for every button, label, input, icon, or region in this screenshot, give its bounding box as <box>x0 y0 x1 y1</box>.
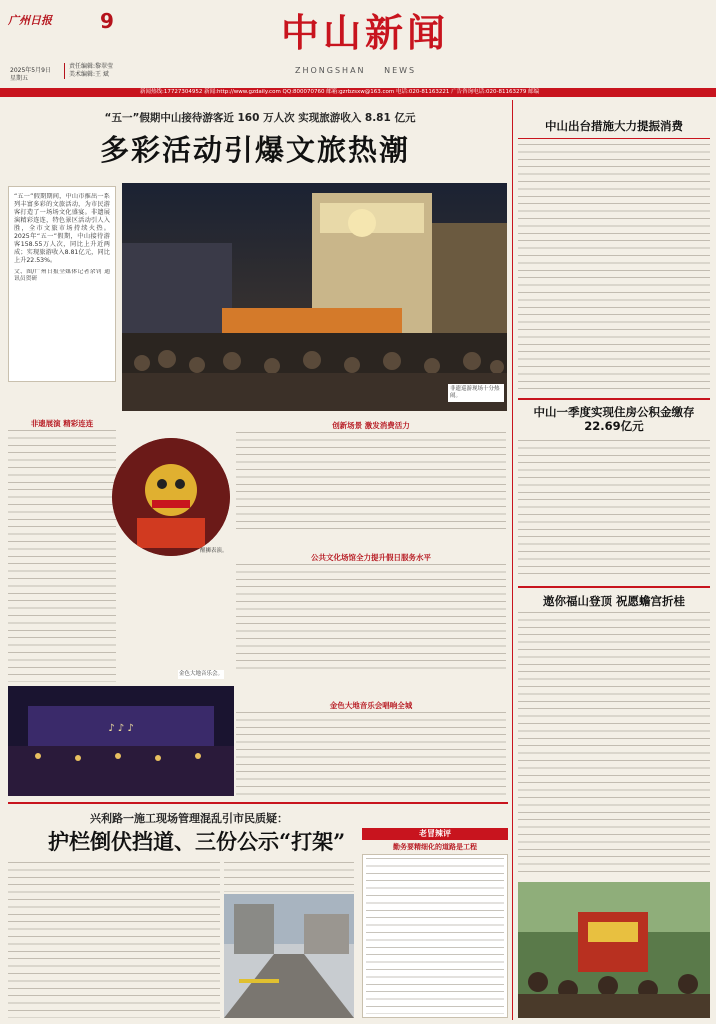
lead-photo-parade <box>122 183 507 411</box>
section1-title: 非遗展演 精彩连连 <box>30 419 94 428</box>
lead-intro-box <box>8 186 116 382</box>
divider <box>518 398 710 400</box>
sidebar-story1-title: 中山出台措施大力提振消费 <box>545 119 683 133</box>
sidebar-story1-body <box>518 144 710 392</box>
bottom-kicker: 兴利路一施工现场管理混乱引市民质疑： <box>90 812 288 825</box>
editor-credits <box>64 63 113 79</box>
brand-name: 广州日报 <box>8 14 52 27</box>
lead-headline: 多彩活动引爆文旅热潮 <box>99 133 410 167</box>
divider <box>8 802 508 804</box>
commentary-tag: 老冒辣评 <box>362 828 508 840</box>
bottom-body-mid <box>224 862 354 892</box>
editor-line: 责任编辑:黎翠莹 <box>69 63 114 70</box>
photo-fushan-event <box>518 882 710 1018</box>
concert-stage-illustration <box>8 686 234 796</box>
photo2-caption: 醒狮表演。 <box>200 548 228 554</box>
divider <box>518 138 710 139</box>
photo3-caption: 金色大地音乐会。 <box>179 671 224 677</box>
bottom-body-left <box>8 862 220 1018</box>
temple-crowd-illustration <box>518 882 710 1018</box>
section2-body <box>236 432 506 532</box>
divider <box>518 586 710 588</box>
sidebar-story3-title: 遨你福山登顶 祝愿蟾宫折桂 <box>542 594 685 608</box>
section4-body <box>236 712 506 798</box>
svg-text:♪ ♪ ♪: ♪ ♪ ♪ <box>108 723 134 734</box>
sidebar-story2-title: 中山一季度实现住房公积金缴存22.69亿元 <box>533 405 695 433</box>
section4-title: 金色大地音乐会唱响全城 <box>329 701 413 710</box>
newspaper-brand <box>8 12 52 28</box>
commentary-body <box>362 854 508 1018</box>
bottom-headline: 护栏倒伏挡道、三份公示“打架” <box>48 829 346 854</box>
night-parade-illustration <box>122 183 507 411</box>
photo-construction-site <box>224 894 354 1018</box>
photo-concert <box>8 686 234 796</box>
section3-body <box>236 564 506 674</box>
lead-intro-text: “五一”假期期间，中山市推出一系列丰富多彩的文旅活动，为市民游客打造了一场场文化盛宴。非遗展演精彩连连，特色景区活动引人入胜，全市文旅市场持续火热。2025年“五一”假期，中山接待游客158.55万人次，同比上升近两成；实现旅游收入8.81亿元，同比上升22.53%。 <box>14 193 110 264</box>
masthead-title: 中山新闻 <box>280 10 449 55</box>
commentary-title: 勤务要精细化的道路是工程 <box>393 843 477 851</box>
lion-dance-illustration <box>112 438 230 556</box>
photo1-caption: 非遗巡游现场十分热闹。 <box>448 384 504 402</box>
sidebar-story3-body <box>518 612 710 876</box>
lead-intro-credit: 文、图/广州日报全媒体记者余钊 通讯员贺研 <box>14 269 110 283</box>
date-text: 2025年5月9日 <box>10 67 51 74</box>
weekday-text: 星期五 <box>10 75 29 82</box>
section3-title: 公共文化场馆全力提升假日服务水平 <box>311 553 431 562</box>
designer-line: 美术编辑:王 斌 <box>69 71 109 78</box>
sidebar-story2-body <box>518 440 710 580</box>
page-number: 9 <box>100 9 114 33</box>
section1-body <box>8 430 116 682</box>
photo-lion-dance <box>112 438 230 556</box>
street-construction-illustration <box>224 894 354 1018</box>
contact-bar: 新闻热线:17727304952 新闻:http://www.gzdaily.com QQ:800070760 邮箱:gzrbzsxw@163.com 电话:020-81163221 广告咨询电话:020-81163279 邮编 <box>0 88 716 97</box>
masthead-subtitle: ZHONGSHAN NEWS <box>295 66 417 75</box>
issue-date <box>10 67 51 83</box>
lead-kicker: “五一”假期中山接待游客近 160 万人次 实现旅游收入 8.81 亿元 <box>104 112 416 124</box>
column-divider <box>512 100 513 1020</box>
section2-title: 创新场景 激发消费活力 <box>332 421 410 430</box>
